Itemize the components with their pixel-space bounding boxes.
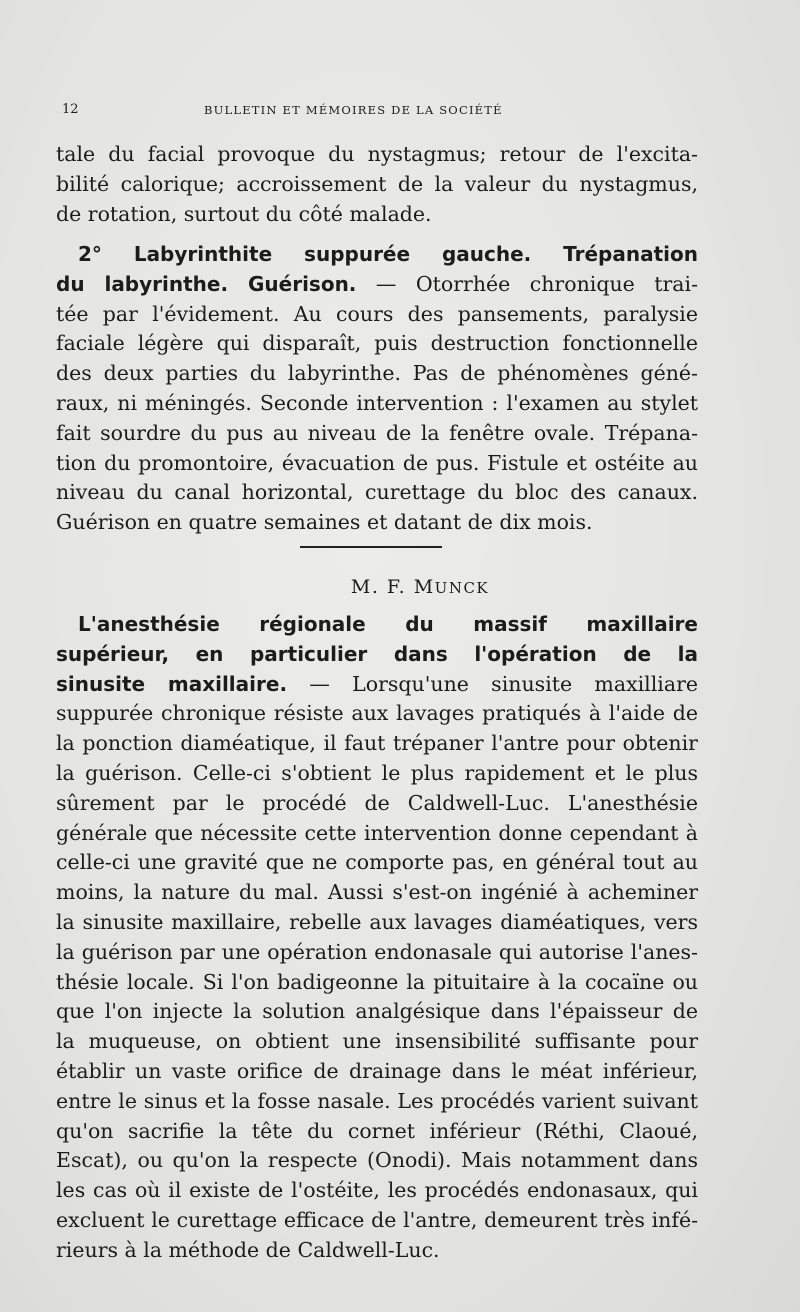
case-title-end: du labyrinthe. Guérison. bbox=[56, 271, 357, 296]
paragraph-continuation bbox=[56, 140, 698, 229]
text-line: les cas où il existe de l'ostéite, les procédés endonasaux, qui bbox=[56, 1178, 698, 1203]
text-line: raux, ni méningés. Seconde intervention : l'examen au stylet bbox=[56, 390, 698, 415]
text-line: qu'on sacrifie la tête du cornet inférieur (Réthi, Claoué, bbox=[56, 1118, 698, 1143]
text-line: niveau du canal horizontal, curettage du bloc des canaux. bbox=[56, 480, 698, 505]
text-line: la ponction diaméatique, il faut trépaner l'antre pour obtenir bbox=[56, 731, 698, 756]
author-heading bbox=[0, 576, 800, 598]
text-line: tion du promontoire, évacuation de pus. Fistule et ostéite au bbox=[56, 450, 698, 475]
text-line: des deux parties du labyrinthe. Pas de phénomènes géné- bbox=[56, 361, 698, 386]
text-line: Guérison en quatre semaines et datant de dix mois. bbox=[56, 510, 593, 535]
text-line: fait sourdre du pus au niveau de la fenêtre ovale. Trépana- bbox=[56, 420, 698, 445]
article-title: L'anesthésie régionale du massif maxillaire bbox=[78, 612, 698, 636]
article-title-line: supérieur, en particulier dans l'opération de la bbox=[56, 641, 698, 666]
text-line: la sinusite maxillaire, rebelle aux lavages diaméatiques, vers bbox=[56, 909, 698, 934]
text-line: la guérison. Celle-ci s'obtient le plus rapidement et le plus bbox=[56, 760, 698, 785]
author-surname: UNCK bbox=[434, 579, 490, 597]
article-body bbox=[56, 610, 698, 1266]
text-line: entre le sinus et la fosse nasale. Les procédés varient suivant bbox=[56, 1088, 698, 1113]
text-line: tée par l'évidement. Au cours des pansements, paralysie bbox=[56, 301, 698, 326]
author-initials: M. F. M bbox=[350, 576, 435, 598]
text-line: la muqueuse, on obtient une insensibilité suffisante pour bbox=[56, 1029, 698, 1054]
running-title: BULLETIN ET MÉMOIRES DE LA SOCIÉTÉ bbox=[204, 103, 503, 117]
text-line: sûrement par le procédé de Caldwell-Luc. L'anesthésie bbox=[56, 790, 698, 815]
text-line: Escat), ou qu'on la respecte (Onodi). Mais notamment dans bbox=[56, 1148, 698, 1173]
page-number: 12 bbox=[62, 102, 79, 117]
text-line: celle-ci une gravité que ne comporte pas, en général tout au bbox=[56, 850, 698, 875]
text-line: rieurs à la méthode de Caldwell-Luc. bbox=[56, 1237, 440, 1262]
text-line: thésie locale. Si l'on badigeonne la pituitaire à la cocaïne ou bbox=[56, 969, 698, 994]
text-line: que l'on injecte la solution analgésique dans l'épaisseur de bbox=[56, 999, 698, 1024]
text-line: la guérison par une opération endonasale qui autorise l'anes- bbox=[56, 939, 698, 964]
case-title: 2° Labyrinthite suppurée gauche. Trépanation bbox=[78, 242, 698, 266]
case-title-continuation bbox=[56, 270, 698, 300]
text-line: générale que nécessite cette intervention donne cependant à bbox=[56, 820, 698, 845]
text-line: moins, la nature du mal. Aussi s'est-on ingénié à acheminer bbox=[56, 880, 698, 905]
text-line: bilité calorique; accroissement de la valeur du nystagmus, bbox=[56, 171, 698, 196]
page-header bbox=[62, 100, 742, 124]
text-line: établir un vaste orifice de drainage dans le méat inférieur, bbox=[56, 1058, 698, 1083]
section-divider bbox=[300, 546, 442, 548]
text-line: de rotation, surtout du côté malade. bbox=[56, 201, 432, 226]
text-fragment: — Otorrhée chronique trai- bbox=[356, 271, 698, 296]
article-title-end: sinusite maxillaire. bbox=[56, 671, 288, 696]
case-report-2 bbox=[56, 240, 698, 538]
article-title-continuation bbox=[56, 670, 698, 700]
text-line: suppurée chronique résiste aux lavages pratiqués à l'aide de bbox=[56, 701, 698, 726]
text-line: excluent le curettage efficace de l'antre, demeurent très infé- bbox=[56, 1207, 698, 1232]
text-line: faciale légère qui disparaît, puis destruction fonctionnelle bbox=[56, 331, 698, 356]
text-line: tale du facial provoque du nystagmus; retour de l'excita- bbox=[56, 142, 698, 166]
text-fragment: — Lorsqu'une sinusite maxilliare bbox=[287, 671, 699, 696]
